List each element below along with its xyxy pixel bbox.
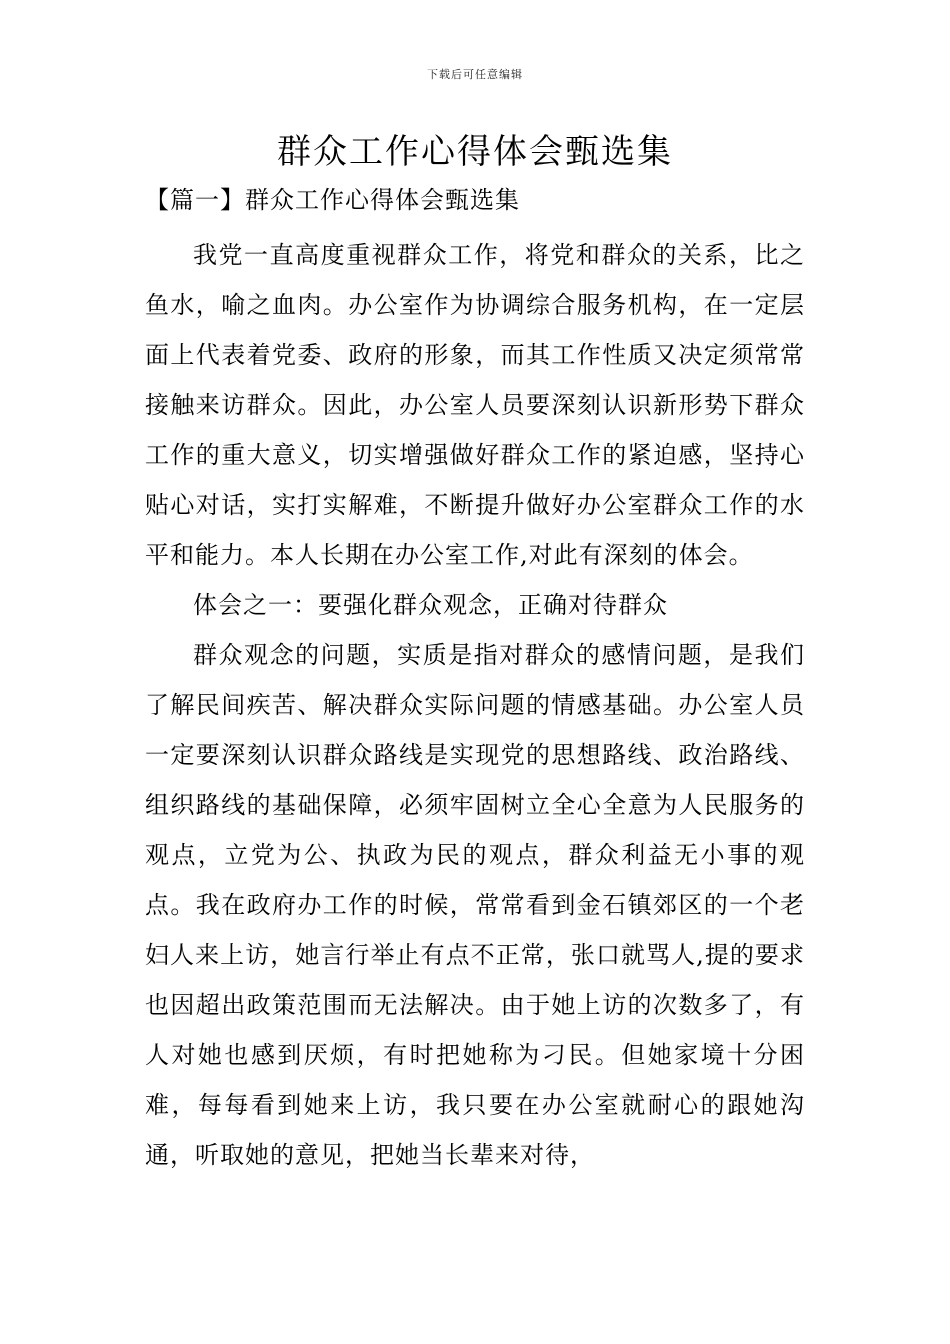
document-title: 群众工作心得体会甄选集 [277, 132, 673, 172]
paragraph-intro: 我党一直高度重视群众工作，将党和群众的关系，比之鱼水，喻之血肉。办公室作为协调综合服务机构，在一定层面上代表着党委、政府的形象，而其工作性质又决定须常常接触来访群众。因此，办公室人员要深刻认识新形势下群众工作的重大意义，切实增强做好群众工作的紧迫感，坚持心贴心对话，实打实解难，不断提升做好办公室群众工作的水平和能力。本人长期在办公室工作,对此有深刻的体会。 [145, 241, 805, 569]
paragraph-subheading: 体会之一：要强化群众观念，正确对待群众 [193, 591, 668, 619]
section-heading: 【篇一】群众工作心得体会甄选集 [145, 186, 520, 214]
paragraph-body: 群众观念的问题，实质是指对群众的感情问题，是我们了解民间疾苦、解决群众实际问题的情感基础。办公室人员一定要深刻认识群众路线是实现党的思想路线、政治路线、组织路线的基础保障，必须牢固树立全心全意为人民服务的观点，立党为公、执政为民的观点，群众利益无小事的观点。我在政府办工作的时候，常常看到金石镇郊区的一个老妇人来上访，她言行举止有点不正常，张口就骂人,提的要求也因超出政策范围而无法解决。由于她上访的次数多了，有人对她也感到厌烦，有时把她称为刁民。但她家境十分困难，每每看到她来上访，我只要在办公室就耐心的跟她沟通，听取她的意见，把她当长辈来对待， [145, 641, 805, 1169]
header-note: 下载后可任意编辑 [427, 68, 523, 81]
document-body [145, 230, 805, 1180]
